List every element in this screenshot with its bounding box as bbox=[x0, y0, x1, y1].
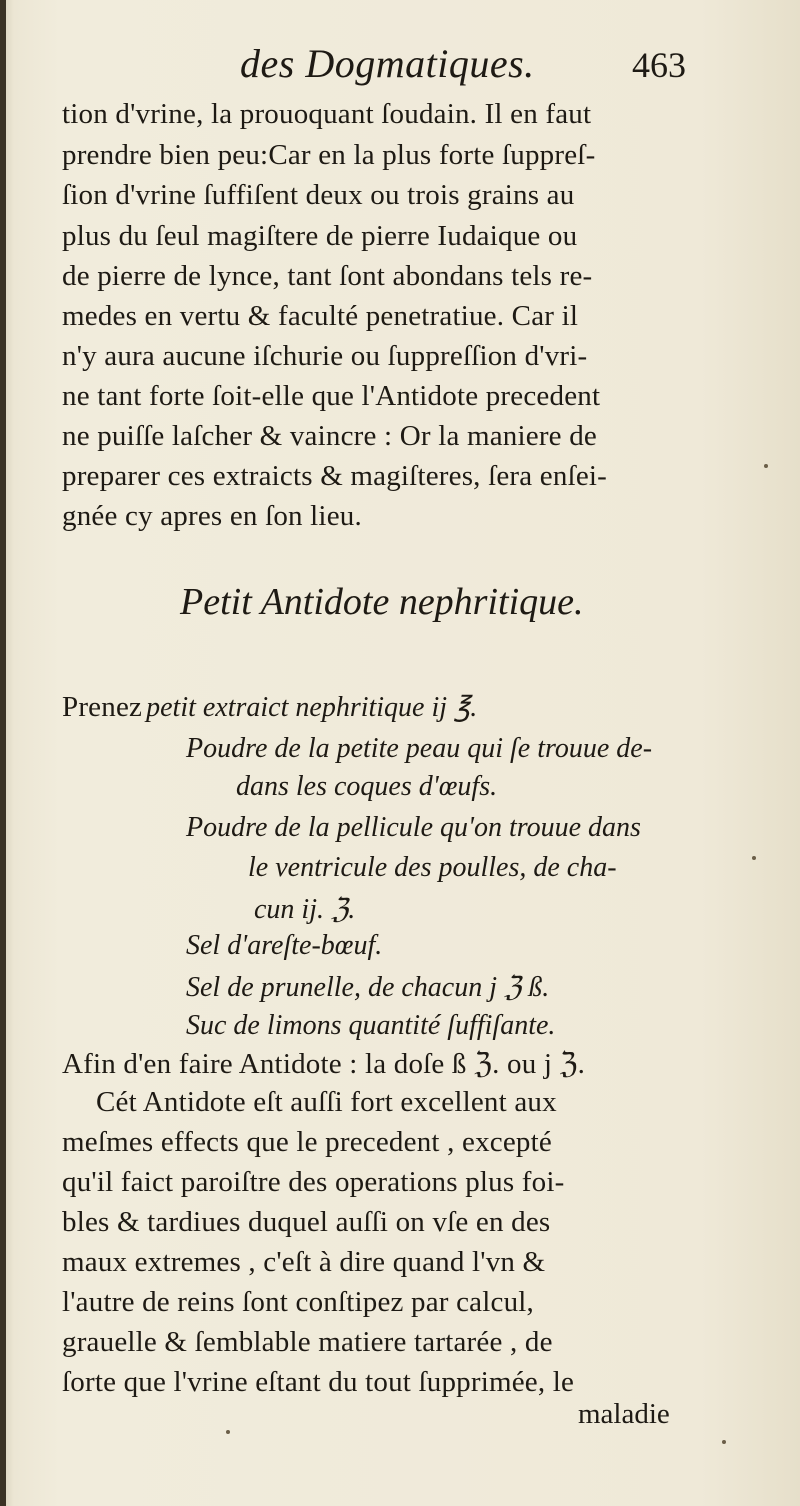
text-line: plus du ſeul magiſtere de pierre Iudaique ou bbox=[62, 220, 578, 252]
recipe-item: Sel d'areſte-bœuf. bbox=[186, 930, 383, 961]
text-line: medes en vertu & faculté penetratiue. Car il bbox=[62, 300, 579, 332]
ink-speck bbox=[226, 1430, 230, 1434]
ink-speck bbox=[764, 464, 768, 468]
dose-line: Afin d'en faire Antidote : la doſe ß ℨ. ou j ℨ. bbox=[62, 1048, 586, 1080]
text-line: qu'il faict paroiſtre des operations plus foi- bbox=[62, 1166, 565, 1198]
running-head: des Dogmatiques. bbox=[240, 41, 535, 86]
text-line: de pierre de lynce, tant ſont abondans tels re- bbox=[62, 260, 593, 292]
text-line: bles & tardiues duquel auſſi on vſe en des bbox=[62, 1206, 551, 1238]
recipe-item: Poudre de la petite peau qui ſe trouue de- bbox=[186, 733, 653, 764]
text-line: n'y aura aucune iſchurie ou ſuppreſſion d'vri- bbox=[62, 340, 588, 372]
text-line: maux extremes , c'eſt à dire quand l'vn & bbox=[62, 1246, 546, 1278]
ink-speck bbox=[752, 856, 756, 860]
text-line: ſorte que l'vrine eſtant du tout ſupprimée, le bbox=[62, 1366, 575, 1398]
text-line: ſion d'vrine ſuffiſent deux ou trois grains au bbox=[62, 179, 575, 211]
recipe-item: le ventricule des poulles, de cha- bbox=[248, 852, 617, 883]
recipe-first-line bbox=[62, 690, 477, 724]
recipe-item: cun ij. ℨ. bbox=[254, 894, 356, 925]
catchword: maladie bbox=[578, 1398, 670, 1430]
page-header bbox=[0, 40, 800, 100]
ink-speck bbox=[722, 1440, 726, 1444]
text-line: l'autre de reins ſont conſtipez par calcul, bbox=[62, 1286, 534, 1318]
recipe-item: dans les coques d'œufs. bbox=[236, 771, 498, 802]
recipe-intro-word: Prenez bbox=[62, 691, 143, 723]
text-line: ne tant forte ſoit-elle que l'Antidote precedent bbox=[62, 380, 601, 412]
recipe-item: Suc de limons quantité ſuffiſante. bbox=[186, 1010, 556, 1041]
text-line: tion d'vrine, la prouoquant ſoudain. Il en faut bbox=[62, 98, 592, 130]
text-line: grauelle & ſemblable matiere tartarée , de bbox=[62, 1326, 553, 1358]
recipe-item: Sel de prunelle, de chacun j ℨ ß. bbox=[186, 972, 550, 1003]
binding-gutter bbox=[0, 0, 6, 1506]
text-line: gnée cy apres en ſon lieu. bbox=[62, 500, 362, 532]
text-line: Cét Antidote eſt auſſi fort excellent aux bbox=[96, 1086, 557, 1118]
recipe-item: petit extraict nephritique ij ℥. bbox=[146, 692, 478, 723]
text-line: prendre bien peu:Car en la plus forte ſuppreſ- bbox=[62, 139, 596, 171]
text-line: ne puiſſe laſcher & vaincre : Or la maniere de bbox=[62, 420, 597, 452]
recipe-item: Poudre de la pellicule qu'on trouue dans bbox=[186, 812, 641, 843]
page-number: 463 bbox=[632, 45, 686, 85]
section-title: Petit Antidote nephritique. bbox=[180, 581, 584, 623]
text-line: preparer ces extraicts & magiſteres, ſera enſei- bbox=[62, 460, 608, 492]
text-line: meſmes effects que le precedent , excepté bbox=[62, 1126, 552, 1158]
